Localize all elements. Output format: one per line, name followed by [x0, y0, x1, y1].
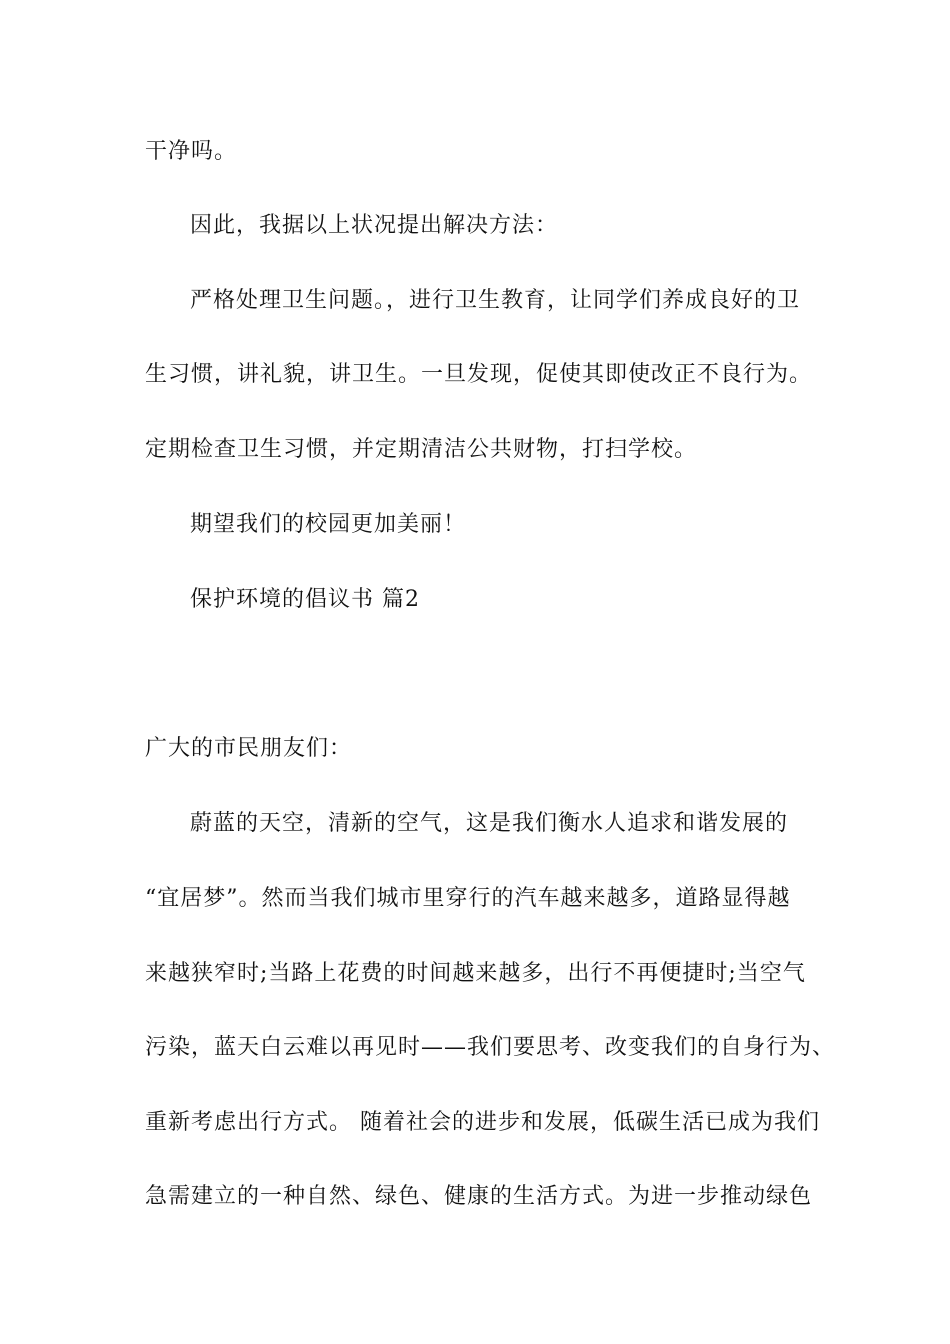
text-line: “宜居梦”。然而当我们城市里穿行的汽车越来越多，道路显得越 [145, 886, 791, 911]
text-line: 定期检查卫生习惯，并定期清洁公共财物，打扫学校。 [145, 437, 698, 462]
salutation: 广大的市民朋友们： [145, 736, 353, 761]
text-line: 重新考虑出行方式。 随着社会的进步和发展，低碳生活已成为我们 [145, 1110, 820, 1135]
text-line: 期望我们的校园更加美丽！ [190, 512, 467, 537]
text-line: 干净吗。 [145, 139, 238, 164]
section-heading: 保护环境的倡议书 篇2 [190, 587, 420, 612]
text-line: 污染，蓝天白云难以再见时——我们要思考、改变我们的自身行为、 [145, 1035, 836, 1060]
text-line: 严格处理卫生问题。，进行卫生教育，让同学们养成良好的卫 [190, 288, 801, 313]
text-line: 生习惯，讲礼貌，讲卫生。一旦发现，促使其即使改正不良行为。 [145, 362, 813, 387]
text-line: 来越狭窄时;当路上花费的时间越来越多，出行不再便捷时;当空气 [145, 961, 806, 986]
text-line: 蔚蓝的天空，清新的空气，这是我们衡水人追求和谐发展的 [190, 811, 789, 836]
text-line: 因此，我据以上状况提出解决方法： [190, 213, 559, 238]
text-line: 急需建立的一种自然、绿色、健康的生活方式。为进一步推动绿色 [145, 1184, 813, 1209]
